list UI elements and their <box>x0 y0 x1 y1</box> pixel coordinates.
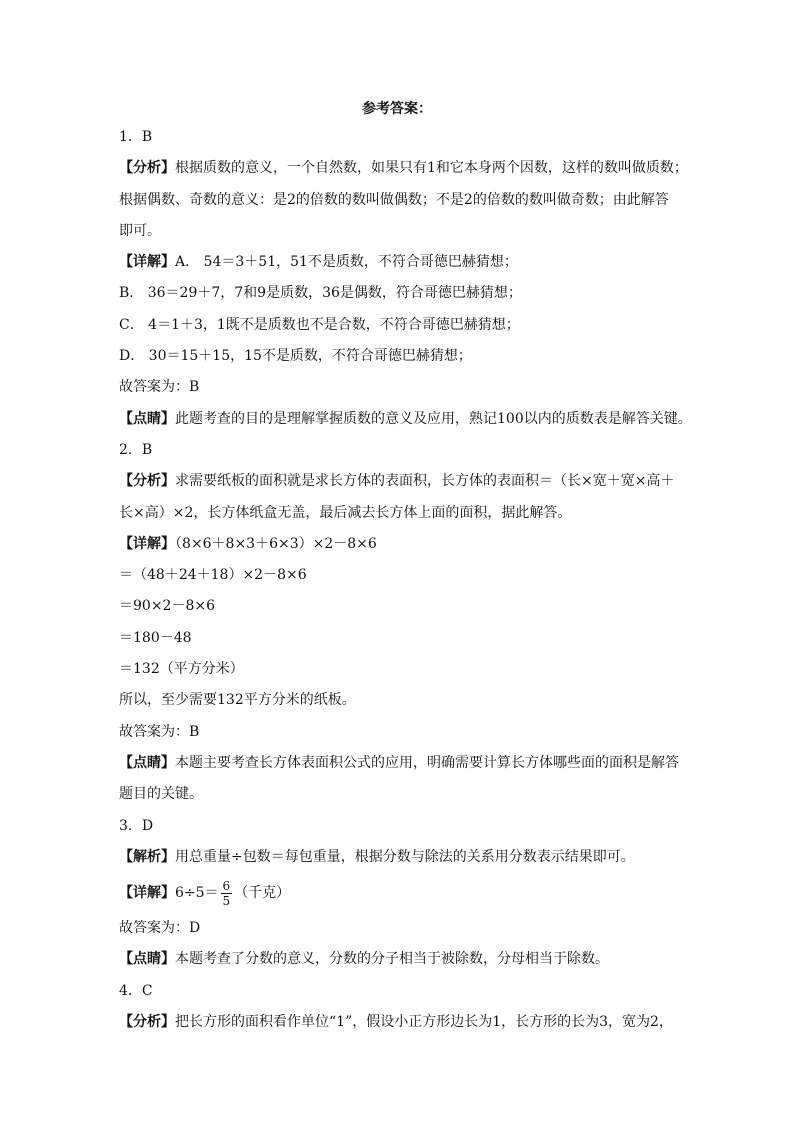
q1-detail-option-d: D． 30＝15＋15，15不是质数，不符合哥德巴赫猜想； <box>119 348 472 365</box>
analysis-tag: 【分析】 <box>119 1014 175 1031</box>
q3-explanation <box>119 842 679 873</box>
q1-detail-option-b: B． 36＝29＋7，7和9是质数，36是偶数，符合哥德巴赫猜想； <box>119 285 522 302</box>
q2-detail-step-4: ＝180－48 <box>119 629 192 646</box>
q1-comment-text: 此题考查的目的是理解掌握质数的意义及应用，熟记100以内的质数表是解答关键。 <box>175 410 692 427</box>
q1-number: 1．B <box>119 129 153 145</box>
q2-analysis-line-2: 长×高）×2，长方体纸盒无盖，最后减去长方体上面的面积，据此解答。 <box>119 504 572 521</box>
q1-option-a-text: A． 54＝3＋51，51不是质数，不符合哥德巴赫猜想； <box>175 254 518 271</box>
q3-comment <box>119 944 679 975</box>
q4-analysis-line-1 <box>119 1007 679 1038</box>
q3-comment-text: 本题考查了分数的意义，分数的分子相当于被除数，分母相当于除数。 <box>175 951 609 968</box>
fraction <box>221 880 233 907</box>
q2-detail-step-2: ＝（48＋24＋18）×2－8×6 <box>119 567 307 584</box>
q1-comment <box>119 404 692 435</box>
q1-analysis-line-3: 即可。 <box>119 222 161 239</box>
q2-comment-line-2: 题目的关键。 <box>119 786 203 803</box>
q1-detail-option-a <box>119 247 679 278</box>
q2-comment-line-1 <box>119 748 679 779</box>
q1-analysis-text-1: 根据质数的意义，一个自然数，如果只有1和它本身两个因数，这样的数叫做质数； <box>175 160 688 177</box>
q2-comment-text-1: 本题主要考查长方体表面积公式的应用，明确需要计算长方体哪些面的面积是解答 <box>175 754 679 771</box>
q3-answer: 故答案为：D <box>119 920 201 937</box>
q1-detail-option-c: C． 4＝1＋3，1既不是质数也不是合数，不符合哥德巴赫猜想； <box>119 316 520 333</box>
q2-analysis-text-1: 求需要纸板的面积就是求长方体的表面积，长方体的表面积＝（长×宽＋宽×高＋ <box>175 473 675 490</box>
detail-tag: 【详解】 <box>119 254 175 271</box>
q3-detail <box>119 873 679 913</box>
q2-analysis-line-1 <box>119 466 679 497</box>
q2-detail-step-3: ＝90×2－8×6 <box>119 598 215 615</box>
fraction-numerator: 6 <box>222 878 231 893</box>
q3-detail-unit: （千克） <box>234 885 291 902</box>
detail-tag: 【详解】 <box>119 535 175 552</box>
q3-explanation-text: 用总重量÷包数＝每包重量，根据分数与除法的关系用分数表示结果即可。 <box>175 848 635 865</box>
q3-number: 3．D <box>119 817 154 834</box>
q3-detail-expression: 6÷5＝ <box>175 885 219 902</box>
q1-analysis-line-1 <box>119 153 688 184</box>
comment-tag: 【点睛】 <box>119 410 175 427</box>
q2-conclusion: 所以，至少需要132平方分米的纸板。 <box>119 692 356 709</box>
q2-detail-step-5: ＝132（平方分米） <box>119 661 244 678</box>
q4-number: 4．C <box>119 982 153 999</box>
comment-tag: 【点睛】 <box>119 754 175 771</box>
q4-analysis-text-1: 把长方形的面积看作单位“1”，假设小正方形边长为1，长方形的长为3，宽为2， <box>175 1014 673 1031</box>
detail-tag: 【详解】 <box>119 885 175 902</box>
q1-answer: 故答案为：B <box>119 379 200 396</box>
comment-tag: 【点睛】 <box>119 951 175 968</box>
q2-detail-step-1 <box>119 529 679 560</box>
analysis-tag: 【分析】 <box>119 160 175 177</box>
explanation-tag: 【解析】 <box>119 848 175 865</box>
q1-analysis-line-2: 根据偶数、奇数的意义：是2的倍数的数叫做偶数；不是2的倍数的数叫做奇数；由此解答 <box>119 191 669 208</box>
q2-step-1-text: （8×6＋8×3＋6×3）×2－8×6 <box>175 535 377 552</box>
fraction-denominator: 5 <box>222 893 231 908</box>
answer-content <box>119 122 692 1038</box>
q2-answer: 故答案为：B <box>119 723 200 740</box>
q2-number: 2．B <box>119 441 153 458</box>
analysis-tag: 【分析】 <box>119 473 175 490</box>
page-title: 参考答案： <box>362 101 432 117</box>
